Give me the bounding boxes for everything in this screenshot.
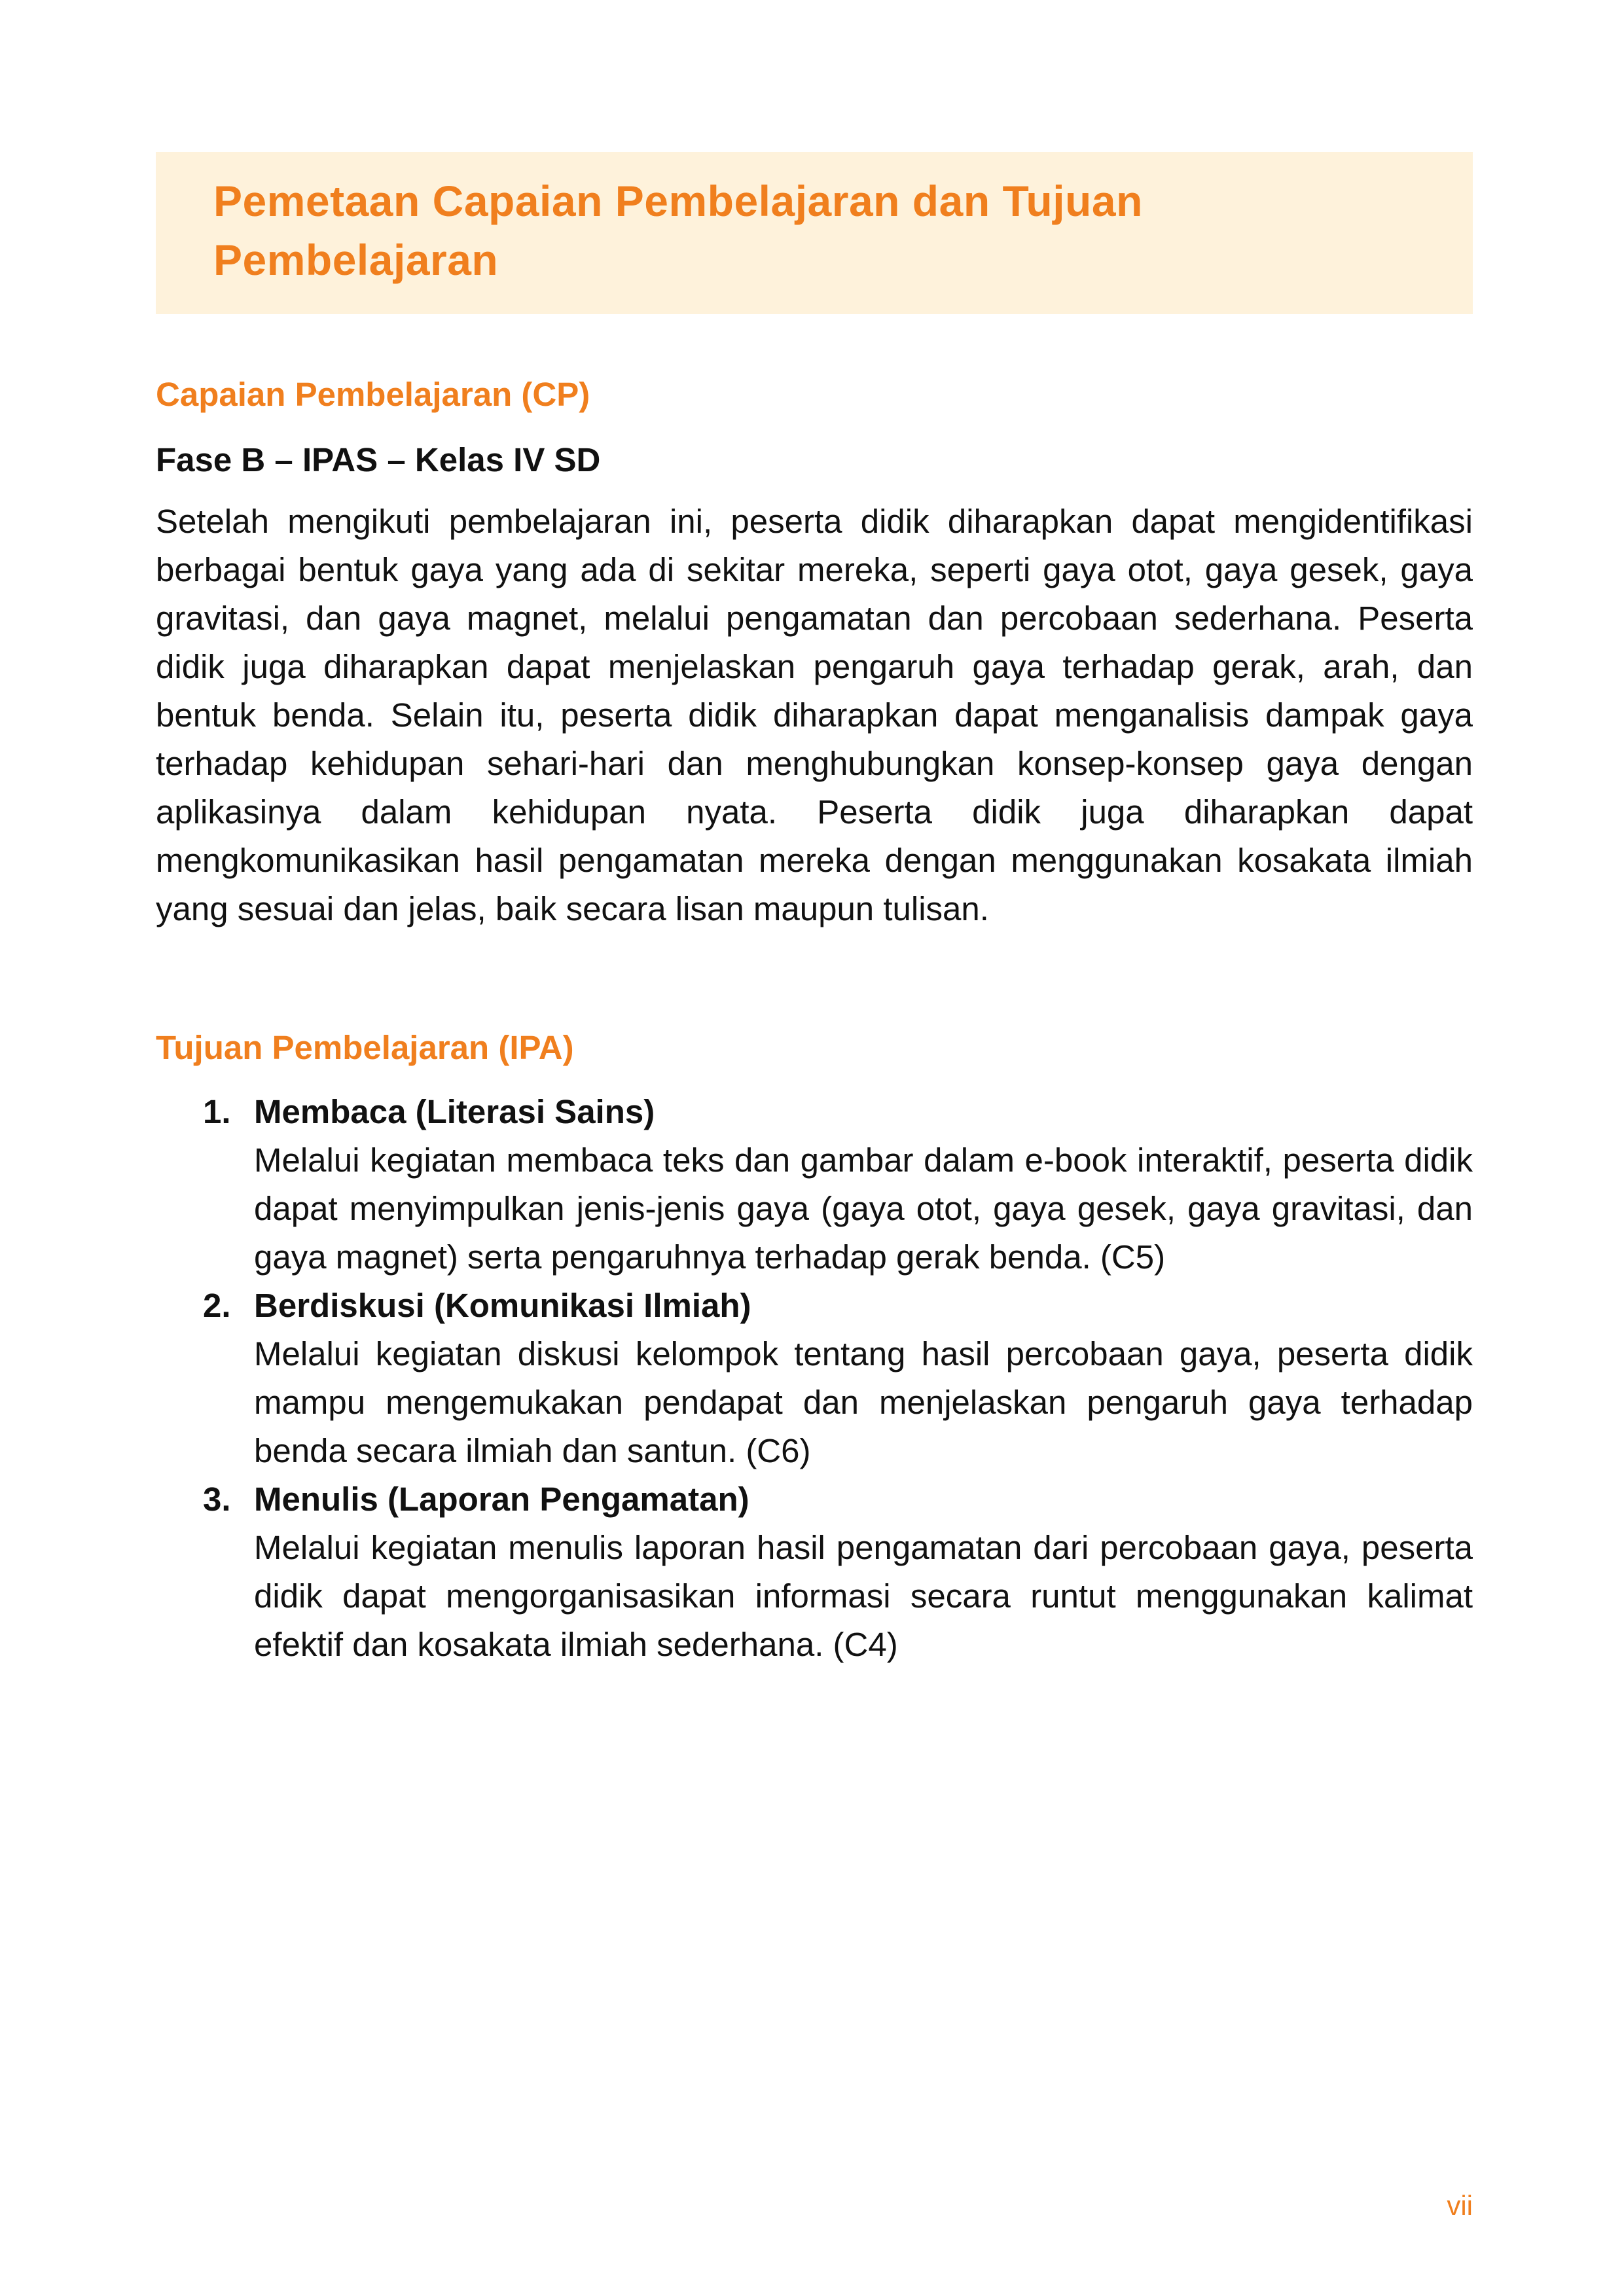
cp-heading: Capaian Pembelajaran (CP) bbox=[156, 376, 590, 413]
cp-paragraph: Setelah mengikuti pembelajaran ini, peserta didik diharapkan dapat mengidentifikasi berbagai bentuk gaya yang ada di sekitar mereka, seperti gaya otot, gaya gesek, gaya gravitasi, dan gaya magnet, melalui pengamatan dan percobaan sederhana. Peserta didik juga diharapkan dapat menjelaskan pengaruh gaya terhadap gerak, arah, dan bentuk benda. Selain itu, peserta didik diharapkan dapat menganalisis dampak gaya terhadap kehidupan sehari-hari dan menghubungkan konsep-konsep gaya dengan aplikasinya dalam kehidupan nyata. Peserta didik juga diharapkan dapat mengkomunikasikan hasil pengamatan mereka dengan menggunakan kosakata ilmiah yang sesuai dan jelas, baik secara lisan maupun tulisan. bbox=[156, 503, 1473, 927]
goal-item-berdiskusi bbox=[156, 1282, 1473, 1475]
goal-title: Menulis (Laporan Pengamatan) bbox=[254, 1480, 749, 1518]
main-content bbox=[156, 372, 1473, 1669]
goal-text: Melalui kegiatan menulis laporan hasil pengamatan dari percobaan gaya, peserta didik dapat mengorganisasikan informasi secara runtut menggunakan kalimat efektif dan kosakata ilmiah sederhana. (C4) bbox=[254, 1529, 1473, 1663]
goal-title: Membaca (Literasi Sains) bbox=[254, 1093, 655, 1130]
goal-text: Melalui kegiatan membaca teks dan gambar dalam e-book interaktif, peserta didik dapat menyimpulkan jenis-jenis gaya (gaya otot, gaya gesek, gaya gravitasi, dan gaya magnet) serta pengaruhnya terhadap gerak benda. (C5) bbox=[254, 1141, 1473, 1276]
goal-title: Berdiskusi (Komunikasi Ilmiah) bbox=[254, 1287, 751, 1324]
tp-heading: Tujuan Pembelajaran (IPA) bbox=[156, 1029, 574, 1066]
goals-list bbox=[156, 1088, 1473, 1669]
goal-text: Melalui kegiatan diskusi kelompok tentang hasil percobaan gaya, peserta didik mampu mengemukakan pendapat dan menjelaskan pengaruh gaya terhadap benda secara ilmiah dan santun. (C6) bbox=[254, 1335, 1473, 1469]
title-box bbox=[156, 152, 1473, 314]
goal-number: 1. bbox=[203, 1093, 231, 1130]
goal-number: 2. bbox=[203, 1287, 231, 1324]
goal-item-membaca bbox=[156, 1088, 1473, 1282]
page-title: Pemetaan Capaian Pembelajaran dan Tujuan Pembelajaran bbox=[213, 177, 1143, 284]
page-number: vii bbox=[1447, 2190, 1473, 2221]
goal-item-menulis bbox=[156, 1475, 1473, 1669]
goal-number: 3. bbox=[203, 1480, 231, 1518]
fase-subheading: Fase B – IPAS – Kelas IV SD bbox=[156, 441, 601, 478]
